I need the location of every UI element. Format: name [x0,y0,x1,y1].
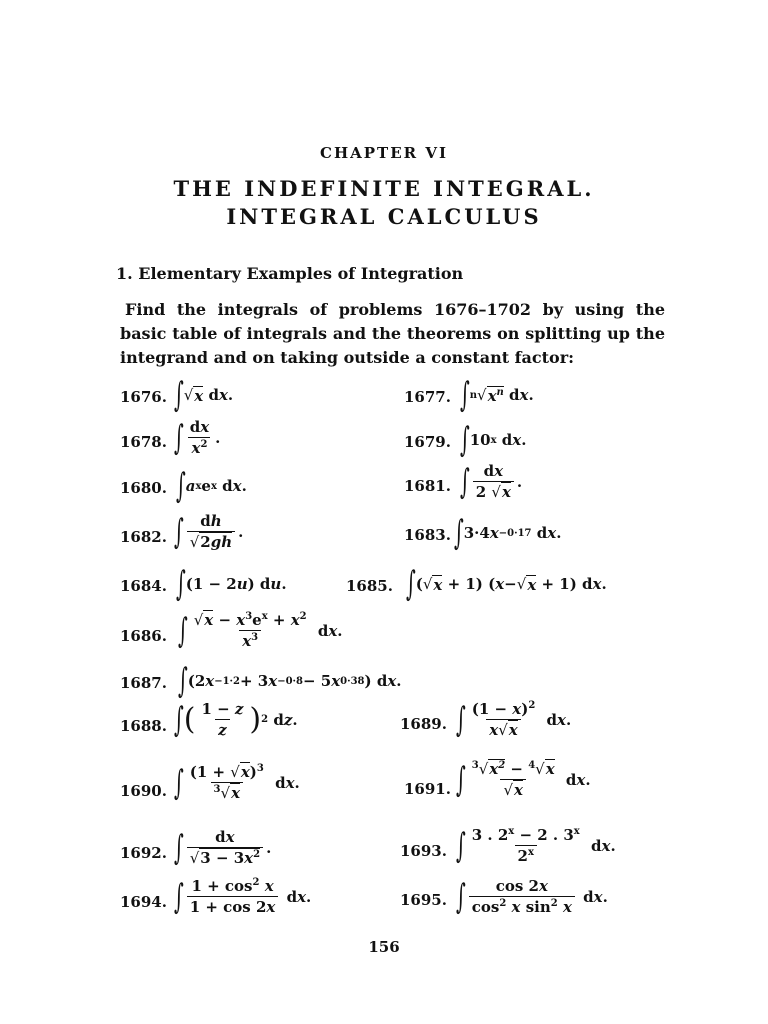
intro-line-2: basic table of integrals and the theorems on splitting up the [120,324,665,343]
problem-expression: ∫ $\frac{\cos 2x}{\cos^2 x \sin^2 x}$ d x . [455,876,608,917]
problem-number: 1684. [120,577,167,595]
problem-expression: ∫ 3·4 x −0·17 d x . [453,513,562,553]
problem-expression: ∫ $\frac{1 + \cos^2 x}{1 + \cos 2x}$ d x . [173,876,312,917]
problem-number: 1691. [404,780,451,798]
problem-expression: ∫ a x e x d x . [175,466,247,506]
chapter-title-line-1: THE INDEFINITE INTEGRAL. [173,176,595,201]
problem-number: 1679. [404,433,451,451]
problem-expression: ∫ $\frac{dx}{2 √x}$ . [459,461,523,502]
problem-number: 1688. [120,717,167,735]
problem-number: 1689. [400,715,447,733]
problem-number: 1678. [120,433,167,451]
problem-number: 1695. [400,891,447,909]
problem-expression: ∫ n √ $x^n$ d x . [459,375,534,415]
problem-number: 1692. [120,844,167,862]
chapter-title-line-2: INTEGRAL CALCULUS [226,204,542,229]
problem-expression: ∫ $\frac{^3√x^2 - ^4√x}{√x}$ d x . [455,759,591,800]
problem-expression: ∫ $\frac{√x - x^3e^x + x^2}{x^3}$ d x . [177,610,343,651]
intro-line-3: integrand and on taking outside a constant factor: [120,348,575,367]
problem-expression: ∫ √ x d x . [173,375,234,415]
problem-number: 1677. [404,388,451,406]
problem-expression: ∫ $\frac{dx}{x^2}$ . [173,417,221,458]
problem-expression: ∫ $\frac{(1 - x)^2}{x√x}$ d x . [455,699,572,740]
problem-number: 1685. [346,577,393,595]
problem-expression: ∫ (1 − 2 u ) d u . [175,564,287,604]
problem-number: 1681. [404,477,451,495]
problem-expression: ∫ $\frac{dx}{√3 - 3x^2}$ . [173,827,272,868]
problem-number: 1683. [404,526,451,544]
problem-number: 1690. [120,782,167,800]
problem-expression: ∫ 10 x d x . [459,420,527,460]
problem-number: 1676. [120,388,167,406]
problem-expression: ∫ (2 x −1·2 + 3 x −0·8 − 5 x 0·38 ) d x . [177,661,402,701]
problem-expression: ∫ $\frac{3 . 2^x - 2 . 3^x}{2^x}$ d x . [455,825,616,866]
section-heading: 1. Elementary Examples of Integration [116,264,464,283]
intro-line-1: Find the integrals of problems 1676–1702 by using the [125,300,665,319]
page-number: 156 [368,938,400,956]
chapter-label: CHAPTER VI [320,144,448,162]
problem-number: 1680. [120,479,167,497]
problem-number: 1687. [120,674,167,692]
problem-expression: ∫ ( √ x + 1) ( x − √ x + 1) d x . [405,564,607,604]
problem-number: 1686. [120,627,167,645]
problem-number: 1693. [400,842,447,860]
problem-expression: ∫ $\frac{dh}{√2gh}$ . [173,511,244,552]
problem-expression: ∫ $\frac{(1 + √x)^3}{^3√x}$ d x . [173,762,300,803]
problem-expression: ∫ ( $\frac{1 - z}{z}$ ) 2 d z . [173,699,298,740]
problem-number: 1694. [120,893,167,911]
problem-number: 1682. [120,528,167,546]
